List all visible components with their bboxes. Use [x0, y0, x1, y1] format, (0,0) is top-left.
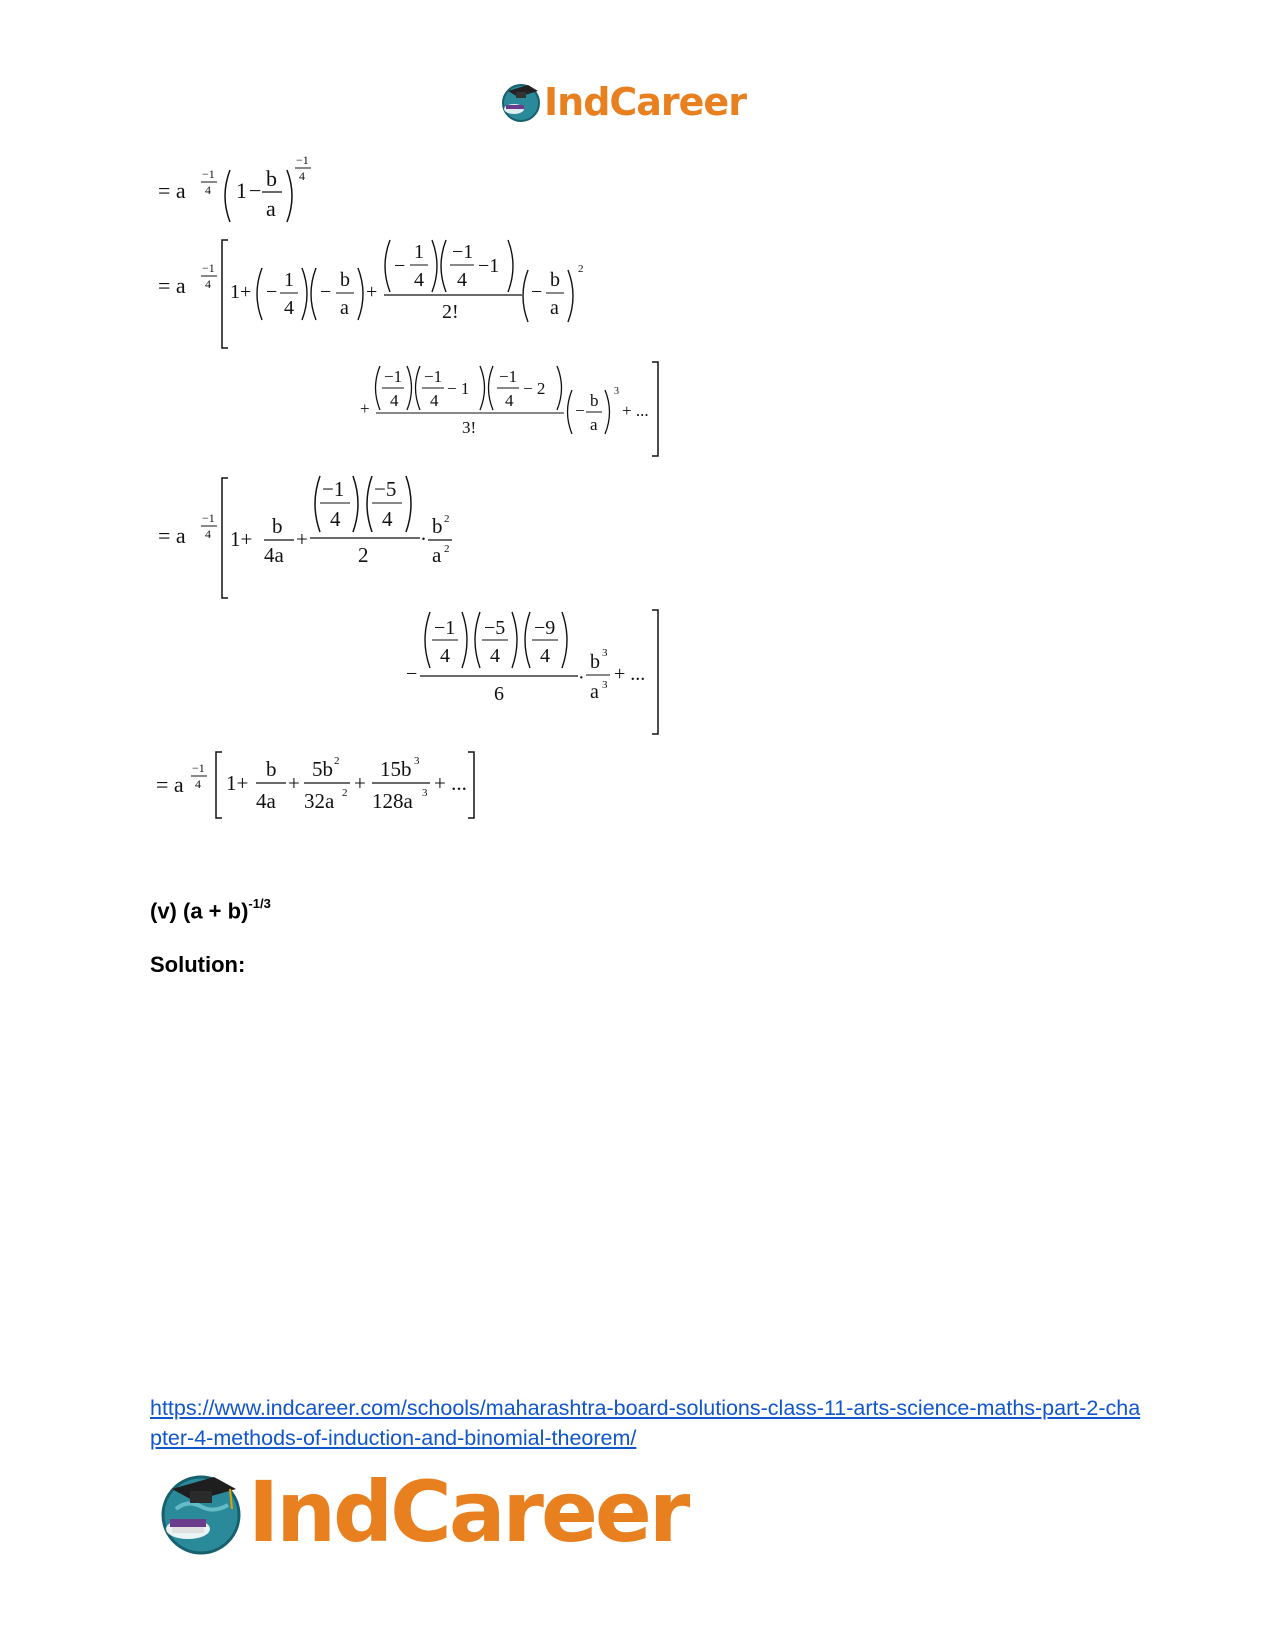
svg-text:−: −	[406, 663, 418, 685]
globe-cap-icon	[158, 1469, 244, 1555]
svg-text:1: 1	[414, 241, 424, 263]
svg-text:4: 4	[205, 183, 211, 197]
svg-text:= a: = a	[156, 772, 184, 797]
svg-text:= a: = a	[158, 273, 186, 298]
math-derivation	[150, 148, 690, 843]
svg-text:a: a	[432, 543, 442, 567]
svg-text:3: 3	[614, 386, 619, 397]
svg-text:−1: −1	[452, 241, 474, 263]
svg-text:4: 4	[540, 645, 550, 667]
svg-text:3: 3	[602, 647, 608, 659]
svg-text:3: 3	[414, 755, 420, 767]
svg-text:+: +	[296, 527, 308, 551]
svg-text:−9: −9	[534, 617, 556, 639]
svg-text:+: +	[288, 771, 300, 795]
logo-text: IndCareer	[544, 80, 746, 124]
svg-text:b: b	[590, 651, 600, 673]
solution-label: Solution:	[150, 952, 246, 977]
svg-text:4: 4	[414, 269, 424, 291]
svg-text:−1: −1	[202, 167, 215, 181]
svg-text:1+: 1+	[230, 281, 252, 303]
svg-text:1: 1	[236, 178, 247, 203]
svg-text:4: 4	[205, 277, 211, 291]
source-link[interactable]: https://www.indcareer.com/schools/maharashtra-board-solutions-class-11-arts-science-maths-part-2-chapter-4-methods-of-induction-and-binomial-theorem/	[150, 1396, 1141, 1450]
svg-text:b: b	[550, 269, 560, 291]
question-heading	[150, 898, 271, 924]
math-line-3	[360, 362, 658, 456]
svg-text:3!: 3!	[462, 418, 477, 437]
svg-text:4a: 4a	[256, 789, 276, 813]
svg-text:3: 3	[602, 679, 608, 691]
svg-text:b: b	[432, 514, 443, 538]
svg-text:−5: −5	[374, 477, 397, 501]
svg-text:+: +	[366, 281, 378, 303]
svg-text:4: 4	[430, 391, 439, 410]
svg-text:−: −	[266, 281, 278, 303]
svg-text:2: 2	[342, 787, 348, 799]
svg-text:−1: −1	[384, 367, 403, 386]
svg-text:b: b	[590, 391, 599, 410]
svg-text:−: −	[249, 178, 262, 203]
svg-text:4: 4	[382, 507, 393, 531]
svg-text:b: b	[266, 166, 277, 191]
svg-text:4: 4	[505, 391, 514, 410]
svg-text:−5: −5	[484, 617, 506, 639]
svg-text:2: 2	[444, 513, 450, 525]
svg-text:6: 6	[494, 683, 504, 705]
svg-text:2!: 2!	[442, 301, 459, 323]
svg-text:= a: = a	[158, 523, 186, 548]
svg-text:4: 4	[205, 527, 211, 541]
svg-text:a: a	[340, 297, 349, 319]
svg-text:4a: 4a	[264, 543, 284, 567]
svg-text:4: 4	[299, 169, 305, 183]
svg-text:− 2: − 2	[523, 379, 546, 398]
svg-text:+: +	[354, 771, 366, 795]
svg-text:−: −	[531, 281, 543, 303]
svg-text:4: 4	[330, 507, 341, 531]
svg-text:1+: 1+	[226, 771, 249, 795]
svg-text:128a: 128a	[372, 789, 413, 813]
svg-text:−: −	[320, 281, 332, 303]
svg-text:1+: 1+	[230, 527, 253, 551]
svg-text:2: 2	[578, 263, 584, 275]
globe-cap-icon	[500, 81, 542, 123]
svg-text:32a: 32a	[304, 789, 335, 813]
svg-text:4: 4	[440, 645, 450, 667]
svg-text:+ ...: + ...	[622, 401, 649, 420]
svg-text:2: 2	[334, 755, 340, 767]
svg-text:+: +	[360, 399, 370, 418]
svg-text:−: −	[394, 255, 406, 277]
math-line-2	[158, 240, 584, 348]
svg-text:a: a	[590, 415, 598, 434]
svg-text:−1: −1	[202, 261, 215, 275]
svg-text:−: −	[575, 401, 585, 420]
svg-text:−1: −1	[202, 511, 215, 525]
svg-text:·: ·	[578, 667, 585, 689]
svg-text:4: 4	[195, 777, 201, 791]
svg-text:− 1: − 1	[447, 379, 470, 398]
svg-text:a: a	[266, 196, 276, 221]
svg-text:+ ...: + ...	[434, 771, 467, 795]
svg-text:+ ...: + ...	[614, 663, 646, 685]
svg-text:15b: 15b	[380, 757, 412, 781]
svg-text:−1: −1	[192, 761, 205, 775]
svg-text:a: a	[590, 681, 599, 703]
svg-text:4: 4	[490, 645, 500, 667]
svg-text:3: 3	[422, 787, 428, 799]
question-exponent: -1/3	[248, 896, 271, 911]
svg-text:2: 2	[444, 543, 450, 555]
svg-text:4: 4	[457, 269, 467, 291]
svg-text:= a: = a	[158, 178, 186, 203]
svg-text:−1: −1	[478, 255, 500, 277]
svg-text:−1: −1	[424, 367, 443, 386]
question-label: (v) (a + b)	[150, 898, 249, 924]
svg-text:2: 2	[358, 543, 369, 567]
svg-text:1: 1	[284, 269, 294, 291]
logo-text: IndCareer	[248, 1463, 688, 1561]
svg-text:4: 4	[390, 391, 399, 410]
svg-text:5b: 5b	[312, 757, 333, 781]
svg-text:4: 4	[284, 297, 294, 319]
svg-text:−1: −1	[296, 153, 309, 167]
svg-text:−1: −1	[434, 617, 456, 639]
svg-text:−1: −1	[499, 367, 518, 386]
math-line-1	[158, 153, 311, 222]
footer-logo	[158, 1463, 687, 1561]
header-logo	[500, 80, 746, 124]
math-line-5	[406, 610, 658, 734]
svg-text:b: b	[340, 269, 350, 291]
svg-text:b: b	[272, 514, 283, 538]
math-line-4	[158, 476, 452, 598]
svg-text:b: b	[266, 757, 277, 781]
svg-text:−1: −1	[322, 477, 345, 501]
math-line-6	[156, 752, 474, 818]
svg-text:·: ·	[420, 527, 427, 551]
svg-text:a: a	[550, 297, 559, 319]
